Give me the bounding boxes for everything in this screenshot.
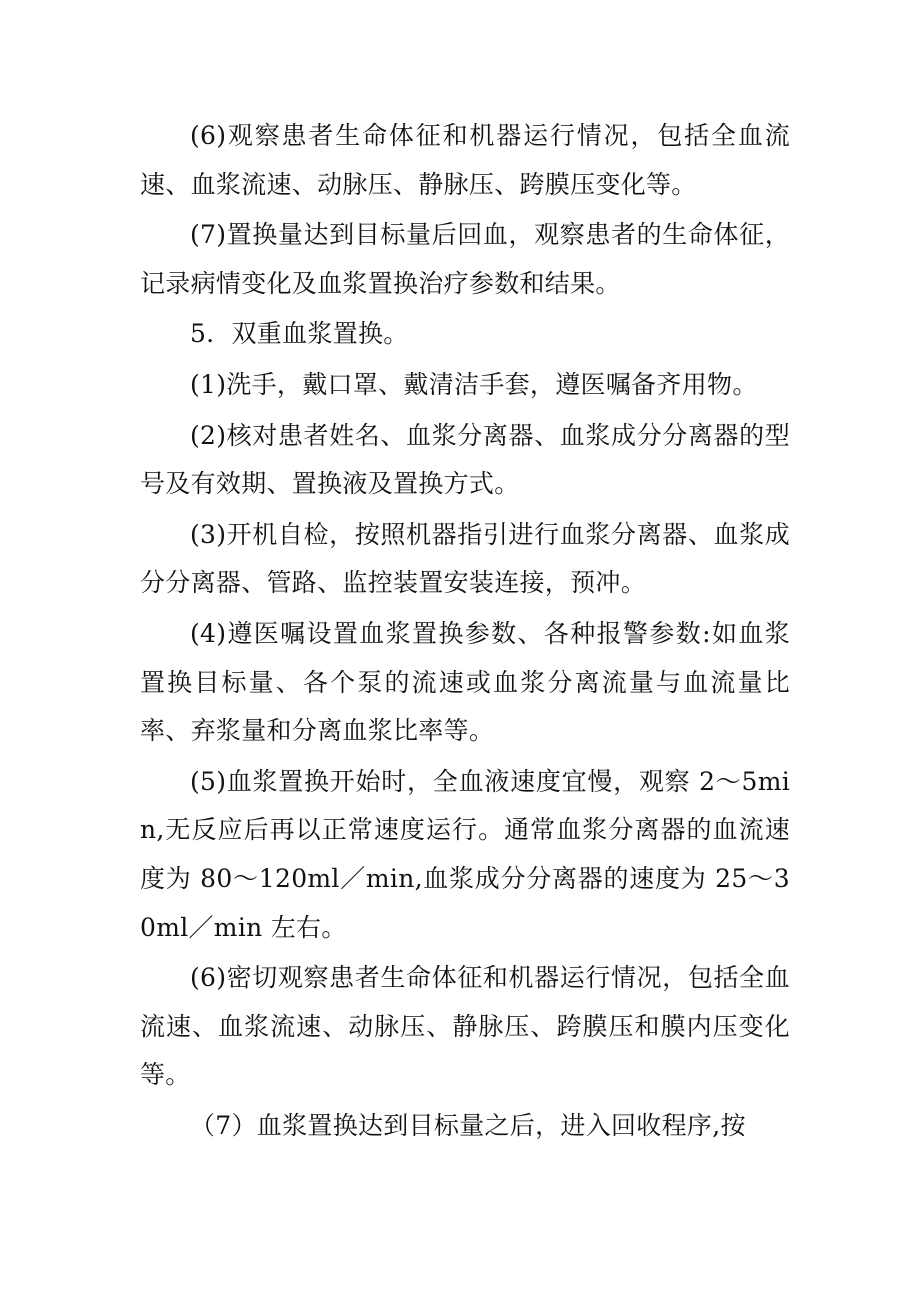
paragraph-step-3: (3)开机自检，按照机器指引进行血浆分离器、血浆成分分离器、管路、监控装置安装连接，预冲。 (140, 519, 790, 598)
paragraph-step-4: (4)遵医嘱设置血浆置换参数、各种报警参数:如血浆置换目标量、各个泵的流速或血浆分离流量与血流量比率、弃浆量和分离血浆比率等。 (140, 618, 790, 746)
paragraph-step-5: (5)血浆置换开始时，全血液速度宜慢，观察 2～5min,无反应后再以正常速度运行。通常血浆分离器的血流速度为 80～120ml／min,血浆成分分离器的速度为 25～30ml／min 左右。 (140, 766, 790, 942)
paragraph-step-7: （7）血浆置换达到目标量之后，进入回收程序,按 (190, 1110, 746, 1140)
paragraph-return-blood: (7)置换量达到目标量后回血，观察患者的生命体征，记录病情变化及血浆置换治疗参数和结果。 (140, 220, 790, 298)
paragraph-step-1: (1)洗手，戴口罩、戴清洁手套，遵医嘱备齐用物。 (190, 369, 758, 399)
paragraph-observe-vitals: (6)观察患者生命体征和机器运行情况，包括全血流速、血浆流速、动脉压、静脉压、跨膜压变化等。 (140, 121, 790, 199)
document-body (140, 112, 790, 1150)
paragraph-step-6: (6)密切观察患者生命体征和机器运行情况，包括全血流速、血浆流速、动脉压、静脉压、跨膜压和膜内压变化等。 (140, 963, 790, 1090)
paragraph-step-2: (2)核对患者姓名、血浆分离器、血浆成分分离器的型号及有效期、置换液及置换方式。 (140, 420, 790, 499)
section-heading-double-plasma-exchange: 5．双重血浆置换。 (190, 319, 409, 349)
